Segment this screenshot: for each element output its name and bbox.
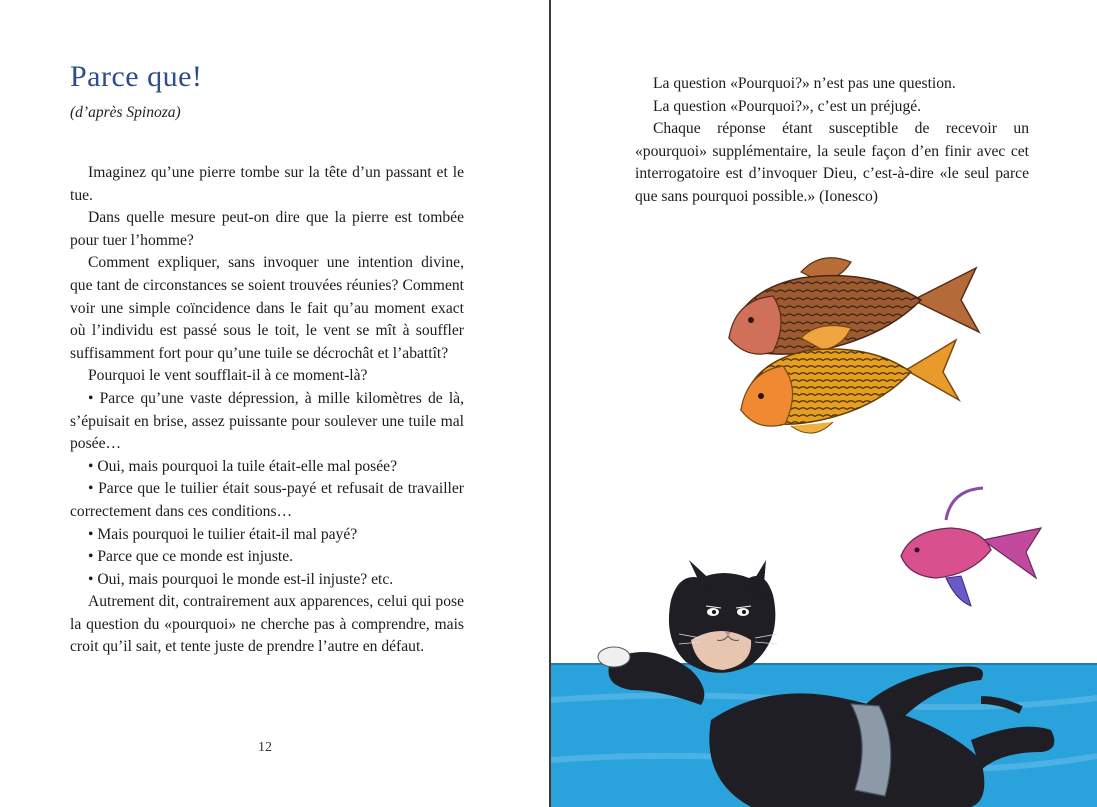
right-page <box>551 0 1097 807</box>
pink-fish-icon <box>901 488 1041 606</box>
illustration <box>551 0 1097 807</box>
paragraph: La question «Pourquoi?» n’est pas une question. <box>653 75 956 92</box>
left-body-text <box>70 162 464 659</box>
paragraph: Autrement dit, contrairement aux apparences, celui qui pose la question du «pourquoi» ne cherche pas à comprendre, mais croit qu’il sait, et tente juste de prendre l’autre en défaut. <box>70 593 464 656</box>
paragraph: Pourquoi le vent soufflait-il à ce moment-là? <box>88 367 368 385</box>
paragraph: Chaque réponse étant susceptible de recevoir un «pourquoi» supplémentaire, la seule façon d’en finir avec cet interrogatoire est d’invoquer Dieu, c’est-à-dire «le seul parce que sans pourquoi possible.» (Ionesco) <box>635 120 1029 205</box>
paragraph: Dans quelle mesure peut-on dire que la pierre est tombée pour tuer l’homme? <box>70 209 464 249</box>
paragraph: Imaginez qu’une pierre tombe sur la tête d’un passant et le tue. <box>70 164 464 204</box>
paragraph: La question «Pourquoi?», c’est un préjugé. <box>653 97 922 115</box>
paragraph: Comment expliquer, sans invoquer une intention divine, que tant de circonstances se soient trouvées réunies? Comment voir une simple coïncidence dans le fait qu’au moment exact où l’individu est passé sous le toit, le vent se mît à souffler suffisamment fort pour qu’une tuile se décrochât et l’abattît? <box>70 254 464 362</box>
page-subtitle: (d’après Spinoza) <box>70 104 181 121</box>
dialogue-line: • Mais pourquoi le tuilier était-il mal payé? <box>88 525 358 543</box>
dialogue-line: • Parce que ce monde est injuste. <box>88 548 294 566</box>
page-title: Parce que! <box>70 60 203 93</box>
dialogue-line: • Oui, mais pourquoi le monde est-il injuste? etc. <box>88 570 394 588</box>
dialogue-line: • Parce que le tuilier était sous-payé et refusait de travailler correctement dans ces conditions… <box>70 480 464 520</box>
page-number: 12 <box>258 740 272 755</box>
dialogue-line: • Parce qu’une vaste dépression, à mille kilomètres de là, s’épuisait en brise, assez puissante pour soulever une tuile mal posée… <box>70 389 464 453</box>
dialogue-line: • Oui, mais pourquoi la tuile était-elle mal posée? <box>88 457 398 475</box>
brown-fish-icon <box>729 258 979 354</box>
